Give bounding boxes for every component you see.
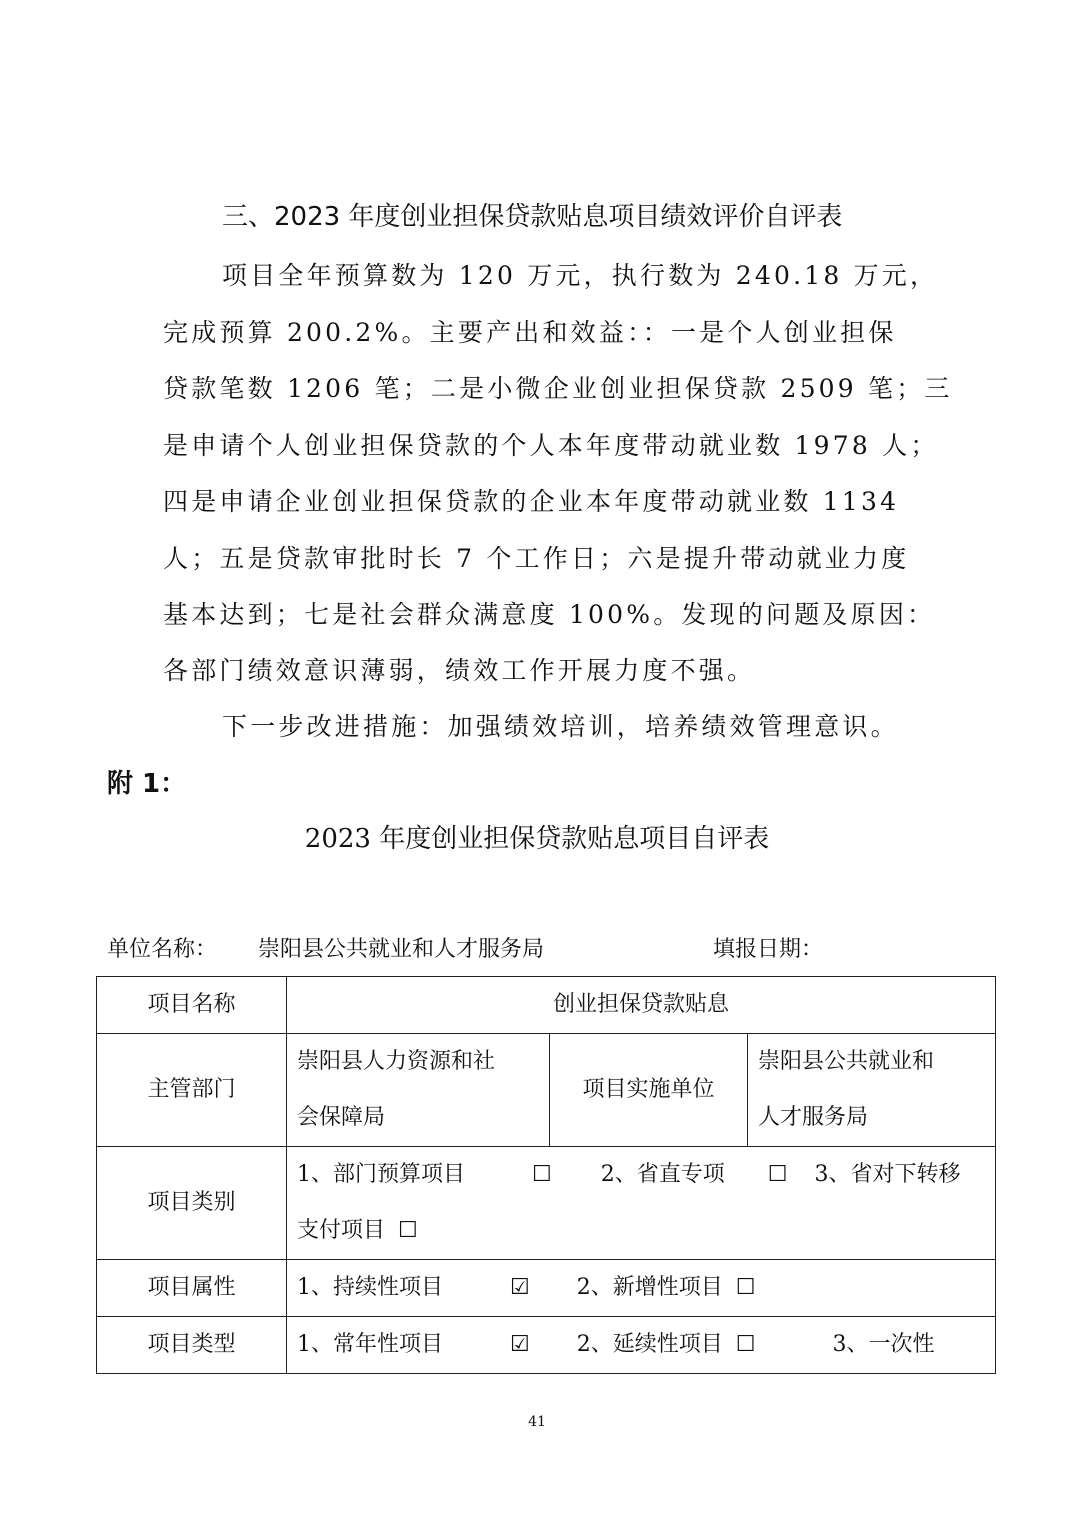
type-option-3: 3、一次性 (832, 1332, 935, 1357)
type-option-1: 1、常年性项目 (297, 1332, 443, 1357)
paragraph-line-9: 下一步改进措施：加强绩效培训，培养绩效管理意识。 (222, 712, 899, 741)
type-options (287, 1317, 996, 1374)
category-label: 项目类别 (97, 1147, 287, 1260)
project-name-label: 项目名称 (97, 977, 287, 1034)
row-department (97, 1034, 996, 1147)
evaluation-table (96, 976, 996, 1374)
paragraph-line-8: 各部门绩效意识薄弱，绩效工作开展力度不强。 (163, 656, 756, 685)
category-options (287, 1147, 996, 1260)
paragraph-line-2: 完成预算 200.2%。主要产出和效益：：一是个人创业担保 (163, 318, 897, 347)
dept-value-line-2: 会保障局 (297, 1105, 386, 1130)
category-option-2: 2、省直专项 (600, 1162, 725, 1187)
type-option-1-checkbox[interactable]: ☑ (510, 1332, 530, 1357)
row-attribute (97, 1260, 996, 1317)
row-category (97, 1147, 996, 1260)
unit-label: 单位名称： (107, 937, 218, 962)
paragraph-line-5: 四是申请企业创业担保贷款的企业本年度带动就业数 1134 (163, 487, 900, 516)
category-option-1: 1、部门预算项目 (297, 1162, 465, 1187)
date-label: 填报日期： (713, 937, 824, 962)
form-title: 2023 年度创业担保贷款贴息项目自评表 (304, 824, 770, 854)
row-type (97, 1317, 996, 1374)
unit-value: 崇阳县公共就业和人才服务局 (258, 937, 545, 962)
attr-option-1-checkbox[interactable]: ☑ (510, 1275, 530, 1300)
category-option-2-checkbox[interactable]: ☐ (767, 1162, 788, 1187)
attr-options (287, 1260, 996, 1317)
type-label: 项目类型 (97, 1317, 287, 1374)
category-option-3: 3、省对下转移 (814, 1162, 961, 1187)
section-heading: 三、2023 年度创业担保贷款贴息项目绩效评价自评表 (222, 202, 843, 232)
page-number: 41 (528, 1414, 546, 1430)
paragraph-line-1: 项目全年预算数为 120 万元，执行数为 240.18 万元， (222, 261, 939, 290)
dept-value-line-1: 崇阳县人力资源和社 (297, 1049, 496, 1074)
attr-label: 项目属性 (97, 1260, 287, 1317)
paragraph-line-7: 基本达到；七是社会群众满意度 100%。发现的问题及原因： (163, 600, 936, 629)
category-option-3-checkbox[interactable]: ☐ (398, 1218, 418, 1243)
project-name-value: 创业担保贷款贴息 (287, 977, 996, 1034)
type-option-2: 2、延续性项目 (576, 1332, 723, 1357)
dept-label: 主管部门 (97, 1034, 287, 1147)
category-option-3-cont: 支付项目 (297, 1218, 386, 1243)
category-option-1-checkbox[interactable]: ☐ (532, 1162, 552, 1187)
attr-option-2: 2、新增性项目 (576, 1275, 723, 1300)
row-project-name (97, 977, 996, 1034)
attr-option-1: 1、持续性项目 (297, 1275, 443, 1300)
paragraph-line-3: 贷款笔数 1206 笔；二是小微企业创业担保贷款 2509 笔；三 (163, 374, 953, 403)
impl-value-line-1: 崇阳县公共就业和 (758, 1049, 935, 1074)
dept-value (287, 1034, 550, 1147)
impl-label: 项目实施单位 (550, 1034, 748, 1147)
annex-label: 附 1： (107, 769, 187, 799)
impl-value (748, 1034, 996, 1147)
type-option-2-checkbox[interactable]: ☐ (735, 1332, 756, 1357)
attr-option-2-checkbox[interactable]: ☐ (735, 1275, 756, 1300)
impl-value-line-2: 人才服务局 (758, 1105, 869, 1130)
paragraph-line-4: 是申请个人创业担保贷款的个人本年度带动就业数 1978 人； (163, 431, 939, 460)
paragraph-line-6: 人；五是贷款审批时长 7 个工作日；六是提升带动就业力度 (163, 544, 910, 573)
